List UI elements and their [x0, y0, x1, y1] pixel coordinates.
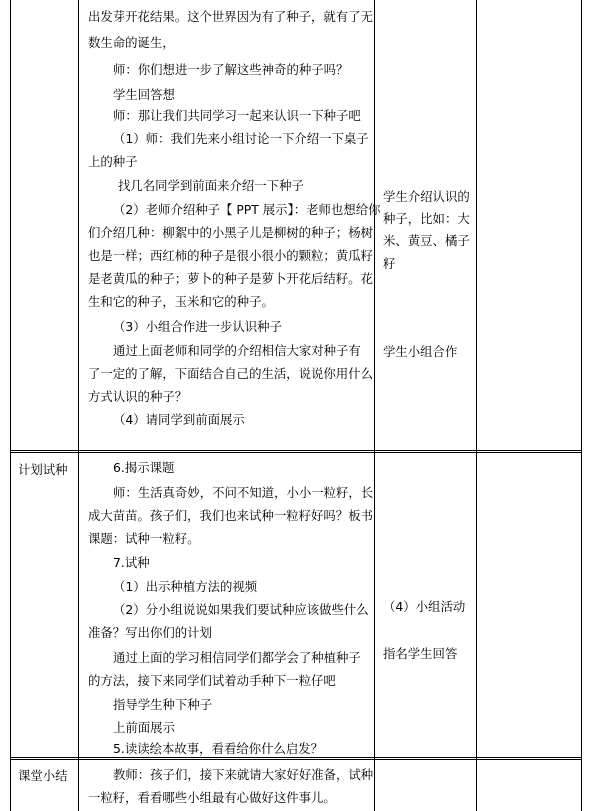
row-divider-1: [10, 450, 582, 453]
text-line: 种子，比如：大: [383, 211, 470, 226]
text-line: 是老黄瓜的种子；萝卜的种子是萝卜开花后结籽。花: [88, 271, 373, 286]
section-label-summary: 课堂小结: [18, 768, 68, 783]
text-line: 5.读读绘本故事，看看给你什么启发？: [113, 741, 324, 756]
text-line: （2）老师介绍种子【 PPT 展示】：老师也想给你: [113, 202, 381, 217]
text-line: 成大苗苗。孩子们，我们也来试种一粒籽好吗？板书: [88, 508, 373, 523]
text-line: 学生小组合作: [383, 344, 458, 359]
text-line: （4）小组活动: [383, 599, 466, 614]
text-line: 通过上面老师和同学的介绍相信大家对种子有: [113, 343, 361, 358]
text-line: 籽: [383, 256, 396, 271]
table-border-left: [10, 0, 11, 811]
text-line: 学生回答想: [113, 87, 175, 102]
text-line: （4）请同学到前面展示: [113, 412, 245, 427]
text-line: （3）小组合作进一步认识种子: [113, 319, 282, 334]
text-line: 也是一样；西红柿的种子是很小很小的颗粒；黄瓜籽: [88, 248, 373, 263]
text-line: 的方法，接下来同学们试着动手种下一粒仔吧: [88, 673, 336, 688]
text-line: （1）出示种植方法的视频: [113, 579, 258, 594]
text-line: 上的种子: [88, 154, 138, 169]
text-line: （1）师：我们先来小组讨论一下介绍一下桌子: [113, 131, 369, 146]
text-line: 数生命的诞生，: [88, 35, 175, 50]
text-line: 通过上面的学习相信同学们都学会了种植种子: [113, 650, 361, 665]
text-line: 指名学生回答: [383, 646, 458, 661]
text-line: 了一定的了解，下面结合自己的生活，说说你用什么: [88, 366, 373, 381]
text-line: 7.试种: [113, 555, 150, 570]
text-line: 方式认识的种子？: [88, 389, 188, 404]
table-divider-1: [78, 0, 79, 811]
text-line: 米、黄豆、橘子: [383, 233, 470, 248]
text-line: 上前面展示: [113, 720, 175, 735]
text-line: 师：你们想进一步了解这些神奇的种子吗？: [113, 62, 349, 77]
text-line: （2）分小组说说如果我们要试种应该做些什么: [113, 602, 369, 617]
text-line: 一粒籽，看看哪些小组最有心做好这件事儿。: [88, 790, 336, 805]
text-line: 学生介绍认识的: [383, 189, 470, 204]
table-divider-3: [476, 0, 477, 811]
text-line: 们介绍几种：柳絮中的小黑子儿是柳树的种子；杨树: [88, 225, 373, 240]
row-divider-2: [10, 757, 582, 760]
text-line: 出发芽开花结果。这个世界因为有了种子，就有了无: [88, 9, 373, 24]
text-line: 准备？写出你们的计划: [88, 625, 212, 640]
text-line: 指导学生种下种子: [113, 697, 213, 712]
text-line: 课题：试种一粒籽。: [88, 531, 200, 546]
text-line: 6.揭示课题: [113, 460, 175, 475]
section-label-plan-trial: 计划试种: [18, 462, 68, 477]
table-divider-2: [374, 0, 375, 811]
text-line: 师：那让我们共同学习一起来认识一下种子吧: [113, 108, 361, 123]
table-border-right: [581, 0, 582, 811]
text-line: 找几名同学到前面来介绍一下种子: [118, 178, 304, 193]
text-line: 教师：孩子们，接下来就请大家好好准备，试种: [113, 767, 374, 782]
text-line: 生和它的种子，玉米和它的种子。: [88, 294, 274, 309]
text-line: 师：生活真奇妙，不问不知道，小小一粒籽，长: [113, 485, 374, 500]
